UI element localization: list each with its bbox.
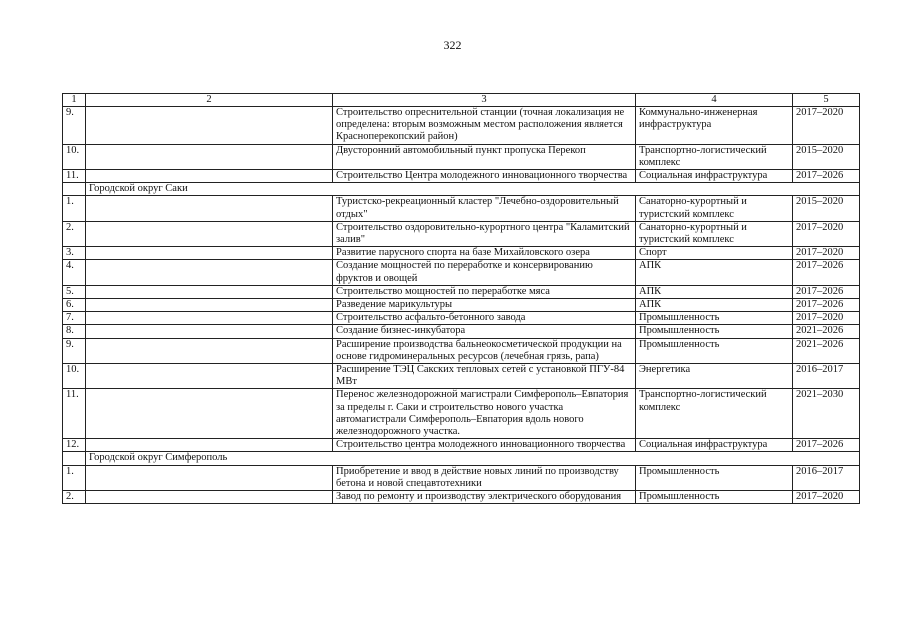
table-row: [63, 491, 860, 504]
project-name-cell: Создание мощностей по переработке и консервированию фруктов и овощей: [333, 260, 636, 285]
group-label: Городской округ Симферополь: [86, 452, 860, 465]
table-header: [63, 94, 860, 107]
page-number: 322: [443, 38, 462, 52]
sector-cell: Промышленность: [636, 465, 793, 490]
years-cell: 2017–2026: [793, 299, 860, 312]
project-name-cell: Строительство Центра молодежного инновационного творчества: [333, 170, 636, 183]
header-col-1: 1: [63, 94, 86, 107]
years-cell: 2017–2026: [793, 439, 860, 452]
sector-cell: Коммунально-инженерная инфраструктура: [636, 107, 793, 145]
project-name-cell: Строительство оздоровительно-курортного центра "Каламитский залив": [333, 221, 636, 246]
sector-cell: АПК: [636, 299, 793, 312]
sector-cell: АПК: [636, 260, 793, 285]
sector-cell: Транспортно-логистический комплекс: [636, 389, 793, 439]
group-num-cell: [63, 452, 86, 465]
table-row: [63, 247, 860, 260]
table-body: [63, 107, 860, 504]
row-col2-cell: [86, 465, 333, 490]
row-col2-cell: [86, 170, 333, 183]
project-name-cell: Двусторонний автомобильный пункт пропуска Перекоп: [333, 144, 636, 169]
row-number-cell: 2.: [63, 491, 86, 504]
project-name-cell: Расширение ТЭЦ Сакских тепловых сетей с установкой ПГУ-84 МВт: [333, 364, 636, 389]
project-name-cell: Расширение производства бальнеокосметической продукции на основе гидроминеральных ресурсов (лечебная грязь, рапа): [333, 338, 636, 363]
row-number-cell: 10.: [63, 364, 86, 389]
row-number-cell: 5.: [63, 285, 86, 298]
row-col2-cell: [86, 312, 333, 325]
years-cell: 2017–2020: [793, 491, 860, 504]
sector-cell: Спорт: [636, 247, 793, 260]
years-cell: 2017–2020: [793, 312, 860, 325]
years-cell: 2017–2020: [793, 247, 860, 260]
table-row: [63, 465, 860, 490]
row-number-cell: 9.: [63, 107, 86, 145]
header-col-5: 5: [793, 94, 860, 107]
table-row: [63, 144, 860, 169]
sector-cell: Энергетика: [636, 364, 793, 389]
table-row: [63, 338, 860, 363]
row-number-cell: 1.: [63, 465, 86, 490]
sector-cell: Санаторно-курортный и туристский комплекс: [636, 221, 793, 246]
project-name-cell: Туристско-рекреационный кластер "Лечебно-оздоровительный отдых": [333, 196, 636, 221]
sector-cell: Промышленность: [636, 491, 793, 504]
row-col2-cell: [86, 285, 333, 298]
header-col-4: 4: [636, 94, 793, 107]
group-row: [63, 183, 860, 196]
table-row: [63, 107, 860, 145]
row-col2-cell: [86, 196, 333, 221]
group-num-cell: [63, 183, 86, 196]
row-col2-cell: [86, 299, 333, 312]
row-number-cell: 10.: [63, 144, 86, 169]
years-cell: 2017–2020: [793, 221, 860, 246]
sector-cell: Промышленность: [636, 338, 793, 363]
table-row: [63, 196, 860, 221]
row-col2-cell: [86, 325, 333, 338]
row-col2-cell: [86, 338, 333, 363]
years-cell: 2017–2026: [793, 285, 860, 298]
row-number-cell: 12.: [63, 439, 86, 452]
sector-cell: АПК: [636, 285, 793, 298]
row-number-cell: 11.: [63, 170, 86, 183]
project-name-cell: Строительство центра молодежного инновационного творчества: [333, 439, 636, 452]
group-row: [63, 452, 860, 465]
row-col2-cell: [86, 364, 333, 389]
sector-cell: Социальная инфраструктура: [636, 439, 793, 452]
row-col2-cell: [86, 439, 333, 452]
projects-table: [62, 93, 860, 504]
group-label: Городской округ Саки: [86, 183, 860, 196]
project-name-cell: Приобретение и ввод в действие новых линий по производству бетона и новой спецавтотехники: [333, 465, 636, 490]
row-col2-cell: [86, 144, 333, 169]
row-number-cell: 4.: [63, 260, 86, 285]
table-row: [63, 312, 860, 325]
row-col2-cell: [86, 107, 333, 145]
table-row: [63, 299, 860, 312]
project-name-cell: Разведение марикультуры: [333, 299, 636, 312]
row-number-cell: 3.: [63, 247, 86, 260]
years-cell: 2015–2020: [793, 196, 860, 221]
row-number-cell: 1.: [63, 196, 86, 221]
table-row: [63, 325, 860, 338]
table-row: [63, 285, 860, 298]
row-number-cell: 7.: [63, 312, 86, 325]
years-cell: 2021–2030: [793, 389, 860, 439]
project-name-cell: Перенос железнодорожной магистрали Симферополь–Евпатория за пределы г. Саки и строительство нового участка автомагистрали Симферополь–Евпатория вдоль нового железнодорожного участка.: [333, 389, 636, 439]
row-number-cell: 9.: [63, 338, 86, 363]
table-row: [63, 221, 860, 246]
row-number-cell: 2.: [63, 221, 86, 246]
project-name-cell: Строительство мощностей по переработке мяса: [333, 285, 636, 298]
years-cell: 2021–2026: [793, 338, 860, 363]
row-number-cell: 11.: [63, 389, 86, 439]
years-cell: 2017–2026: [793, 170, 860, 183]
years-cell: 2021–2026: [793, 325, 860, 338]
table-row: [63, 439, 860, 452]
years-cell: 2017–2020: [793, 107, 860, 145]
sector-cell: Социальная инфраструктура: [636, 170, 793, 183]
row-number-cell: 8.: [63, 325, 86, 338]
sector-cell: Промышленность: [636, 312, 793, 325]
header-col-3: 3: [333, 94, 636, 107]
sector-cell: Транспортно-логистический комплекс: [636, 144, 793, 169]
years-cell: 2015–2020: [793, 144, 860, 169]
row-col2-cell: [86, 247, 333, 260]
table-row: [63, 389, 860, 439]
years-cell: 2016–2017: [793, 465, 860, 490]
project-name-cell: Создание бизнес-инкубатора: [333, 325, 636, 338]
row-col2-cell: [86, 260, 333, 285]
years-cell: 2016–2017: [793, 364, 860, 389]
header-col-2: 2: [86, 94, 333, 107]
table-row: [63, 260, 860, 285]
project-name-cell: Строительство опреснительной станции (точная локализация не определена: вторым возможным местом расположения является Красноперекопский район): [333, 107, 636, 145]
sector-cell: Санаторно-курортный и туристский комплекс: [636, 196, 793, 221]
project-name-cell: Развитие парусного спорта на базе Михайловского озера: [333, 247, 636, 260]
row-col2-cell: [86, 221, 333, 246]
project-name-cell: Завод по ремонту и производству электрического оборудования: [333, 491, 636, 504]
row-col2-cell: [86, 491, 333, 504]
header-row: [63, 94, 860, 107]
table-row: [63, 364, 860, 389]
row-number-cell: 6.: [63, 299, 86, 312]
years-cell: 2017–2026: [793, 260, 860, 285]
row-col2-cell: [86, 389, 333, 439]
table-row: [63, 170, 860, 183]
project-name-cell: Строительство асфальто-бетонного завода: [333, 312, 636, 325]
sector-cell: Промышленность: [636, 325, 793, 338]
